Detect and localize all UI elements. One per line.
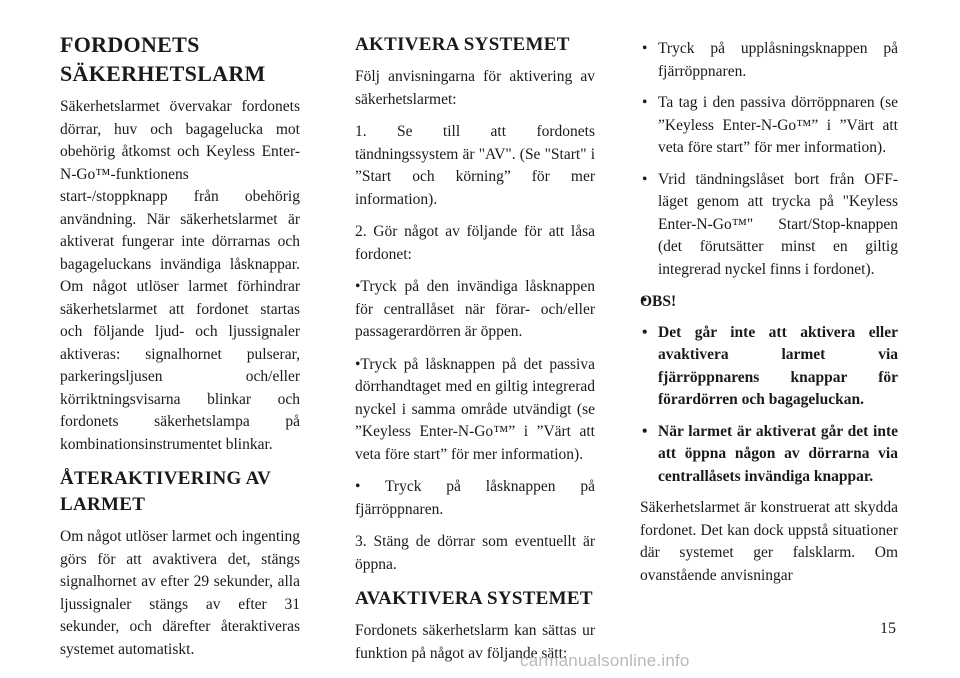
note-item: • Det går inte att aktivera eller avaktivera larmet via fjärröppnarens knappar för förardörren och bagageluckan. <box>640 322 898 412</box>
deactivate-methods-list <box>640 38 898 281</box>
section-title-deactivate: AVAKTIVERA SYSTEMET <box>355 588 593 609</box>
list-item: • Vrid tändningslåset bort från OFF-läget genom att trycka på "Keyless Enter-N-Go™" Start/Stop-knappen (det förutsätter minst en giltig integrerad nyckel finns i fordonet). <box>640 169 898 282</box>
rearm-description: Om något utlöser larmet och ingenting görs för att avaktivera det, stängs signalhornet av efter 29 sekunder, alla ljussignaler stängs av efter 31 sekunder, och därefter återaktiveras systemet automatiskt. <box>60 528 300 658</box>
notes-list <box>640 322 898 489</box>
middle-column <box>355 24 595 675</box>
false-alarm-paragraph: Säkerhetslarmet är konstruerat att skydda fordonet. Det kan dock uppstå situationer där systemet ger falsklarm. Om ovanstående anvisningar <box>640 499 898 584</box>
note-label: OBS! <box>640 293 677 310</box>
list-item: • Tryck på upplåsningsknappen på fjärröppnaren. <box>640 38 898 83</box>
activate-intro: Följ anvisningarna för aktivering av säkerhetslarmet: <box>355 68 595 108</box>
right-column <box>640 24 898 597</box>
activate-step-2: 2. Gör något av följande för att låsa fordonet: <box>355 223 595 263</box>
section-title-rearm: ÅTERAKTIVERING AV LARMET <box>60 468 271 515</box>
lock-option-1: •Tryck på den invändiga låsknappen för centrallåset när förar- och/eller passagerardörren är öppen. <box>355 278 595 340</box>
note-item: • När larmet är aktiverat går det inte att öppna någon av dörrarna via centrallåsets invändiga knappar. <box>640 421 898 489</box>
section-title-security-alarm: FORDONETS SÄKERHETSLARM <box>60 32 266 86</box>
lock-option-2: •Tryck på låsknappen på det passiva dörrhandtaget med en giltig integrerad nyckel i samma område utvändigt (se ”Keyless Enter-N-Go™” i ”Värt att veta före start” för mer information). <box>355 355 595 463</box>
page-number: 15 <box>880 620 896 637</box>
security-alarm-description: Säkerhetslarmet övervakar fordonets dörrar, huv och bagagelucka mot obehörig åtkomst och Keyless Enter-N-Go™-funktionens start-/stoppknapp från obehörig användning. När säkerhetslarmet är aktiverat fungerar inte dörrarnas och bagageluckans invändiga låsknappar. Om något utlöser larmet förhindrar säkerhetslarmet att fordonet startas och följande ljud- och ljussignaler aktiveras: signalhornet pulserar, parkeringsljusen och/eller körriktningsvisarna blinkar och fordonets säkerhetslampa på kombinationsinstrumentet blinkar. <box>60 98 300 453</box>
section-title-activate: AKTIVERA SYSTEMET <box>355 34 570 55</box>
activate-step-3: 3. Stäng de dörrar som eventuellt är öppna. <box>355 533 595 573</box>
list-item: • Ta tag i den passiva dörröppnaren (se ”Keyless Enter-N-Go™” i ”Värt att veta före start” för mer information). <box>640 92 898 160</box>
left-column <box>60 24 300 671</box>
deactivate-intro: Fordonets säkerhetslarm kan sättas ur funktion på något av följande sätt: <box>355 622 595 662</box>
lock-option-3: • Tryck på låsknappen på fjärröppnaren. <box>355 478 595 518</box>
watermark: carmanualsonline.info <box>520 651 690 670</box>
activate-step-1: 1. Se till att fordonets tändningssystem är "AV". (Se "Start" i ”Start och körning” för mer information). <box>355 123 595 208</box>
